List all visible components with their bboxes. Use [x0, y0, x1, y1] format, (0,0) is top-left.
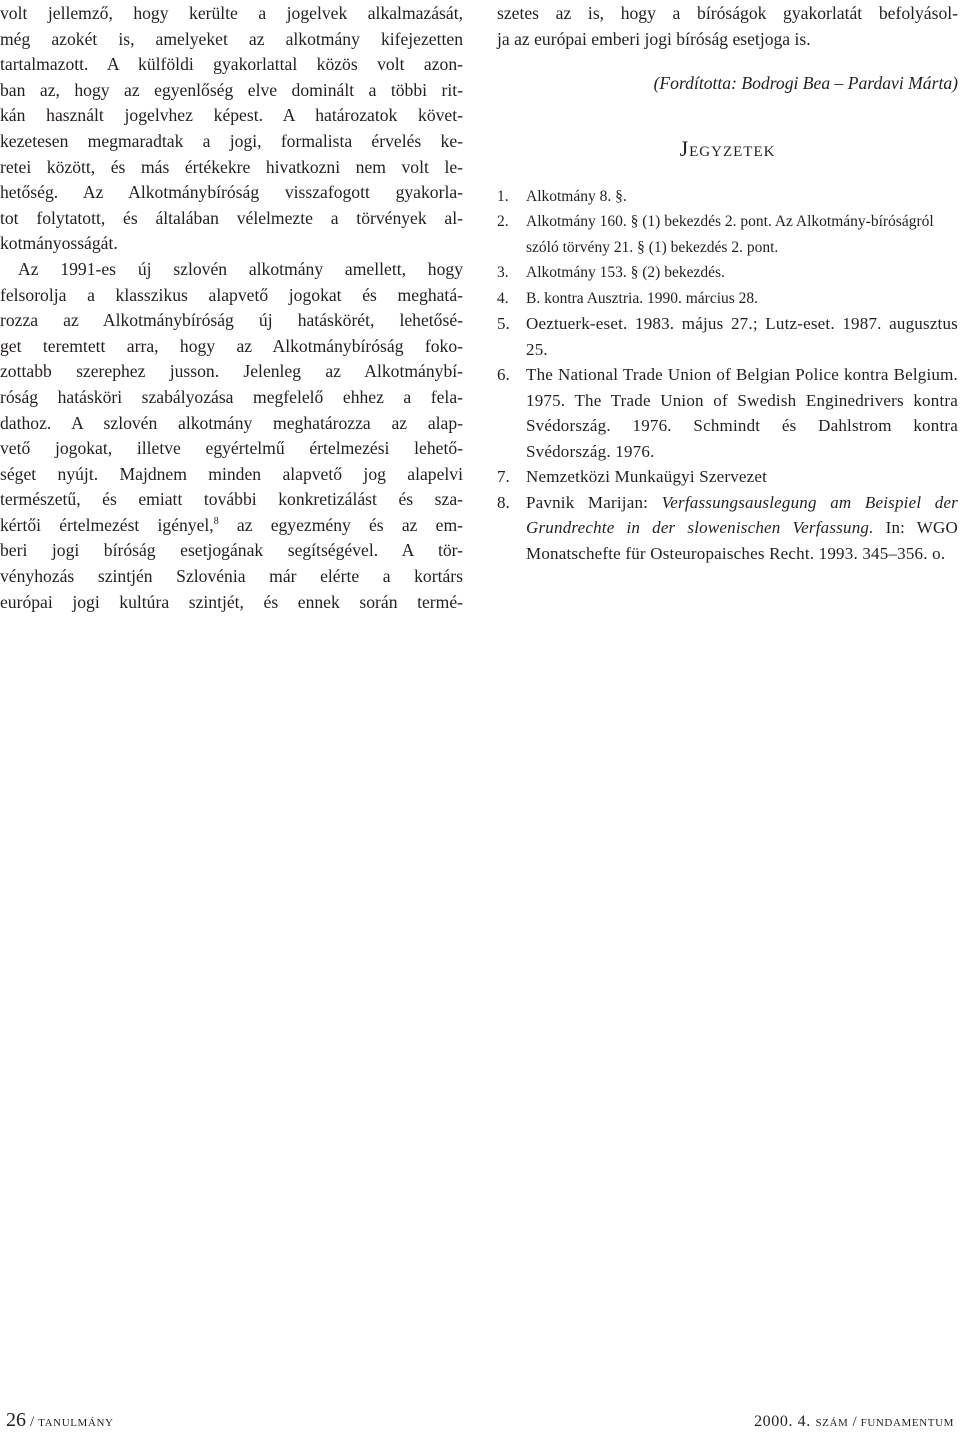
text-line: dathoz. A szlovén alkotmány meghatározza az alap-	[0, 412, 463, 433]
text-line: tartalmazott. A külföldi gyakorlattal közös volt azon-	[0, 54, 463, 75]
notes-list	[497, 184, 958, 567]
text-line-with-footnote	[0, 513, 463, 539]
section-label: tanulmány	[38, 1413, 114, 1430]
note-number: 1.	[497, 187, 509, 205]
page-number: 26	[6, 1409, 26, 1431]
text-line: vető jogokat, illetve egyértelmű értelmezési lehető-	[0, 438, 463, 459]
note-number: 5.	[497, 314, 510, 334]
note-item	[497, 209, 958, 260]
text-line: tot folytatott, és általában vélelmezte a törvények al-	[0, 207, 463, 228]
text-line: európai jogi kultúra szintjét, és ennek során termé-	[0, 591, 463, 612]
text-line: zottabb szerephez jusson. Jelenleg az Alkotmánybí-	[0, 361, 463, 382]
note-author: Pavnik Marijan:	[526, 492, 662, 512]
text-line: retei között, és más értékekre hivatkozni nem volt le-	[0, 156, 463, 177]
text-line: természetű, és emiatt további konkretizálást és sza-	[0, 489, 463, 510]
text-line: ja az európai emberi jogi bíróság esetjoga is.	[497, 28, 811, 49]
text-line: get teremtett arra, hogy az Alkotmánybíróság foko-	[0, 335, 463, 356]
note-number: 7.	[497, 467, 510, 487]
text-segment: az egyezmény és az em-	[218, 514, 463, 535]
note-text	[526, 490, 958, 567]
text-line: rozza az Alkotmánybíróság új hatáskörét, lehetősé-	[0, 310, 463, 331]
footer-right	[754, 1410, 954, 1434]
note-text: Alkotmány 153. § (2) bekezdés.	[526, 264, 725, 282]
text-line: szetes az is, hogy a bíróságok gyakorlatát befolyásol-	[497, 3, 958, 23]
note-item	[497, 464, 958, 490]
text-line: vényhozás szintjén Szlovénia már elérte a kortárs	[0, 566, 463, 587]
note-number: 8.	[497, 492, 510, 512]
footer-left	[6, 1408, 114, 1434]
text-line: róság hatásköri szabályozása megfelelő ehhez a fela-	[0, 386, 463, 407]
text-line: kezetesen megmaradtak a jogi, formalista érvelés ke-	[0, 130, 463, 151]
text-line: volt jellemző, hogy kerülte a jogelvek alkalmazását,	[0, 3, 463, 23]
text-line: hetőség. Az Alkotmánybíróság visszafogott gyakorla-	[0, 182, 463, 203]
text-segment: kértői értelmezést igényel,	[0, 514, 214, 535]
note-number: 3.	[497, 264, 509, 282]
note-text: Nemzetközi Munkaügyi Szervezet	[526, 467, 768, 487]
text-line: még azokét is, amelyeket az alkotmány kifejezetten	[0, 28, 463, 49]
note-item	[497, 311, 958, 362]
right-column	[497, 1, 958, 566]
translator-credit: (Fordította: Bodrogi Bea – Pardavi Márta)	[653, 73, 958, 94]
notes-heading: Jegyzetek	[679, 135, 776, 161]
note-item	[497, 260, 958, 286]
text-line: kotmányosságát.	[0, 233, 118, 254]
note-text: The National Trade Union of Belgian Police kontra Belgium. 1975. The Trade Union of Swedish Enginedrivers kontra Svédország. 1976. Schmindt és Dahlstrom kontra Svédország. 1976.	[526, 365, 958, 461]
page-footer	[0, 1410, 960, 1434]
note-item	[497, 490, 958, 567]
text-line: felsorolja a klasszikus alapvető jogokat és meghatá-	[0, 284, 463, 305]
note-text: Alkotmány 8. §.	[526, 187, 627, 205]
note-item	[497, 184, 958, 210]
text-line: beri jogi bíróság esetjogának segítségével. A tör-	[0, 540, 463, 561]
text-line: Az 1991-es új szlovén alkotmány amellett, hogy	[18, 258, 463, 279]
note-text: B. kontra Ausztria. 1990. március 28.	[526, 289, 759, 307]
journal-name: fundamentum	[860, 1413, 954, 1430]
note-item	[497, 286, 958, 312]
note-title: Verfassungsauslegung am Beispiel der Grundrechte in der slowenischen Verfassung.	[526, 492, 959, 538]
note-number: 4.	[497, 289, 509, 307]
note-text: Alkotmány 160. § (1) bekezdés 2. pont. Az Alkotmány-bíróságról szóló törvény 21. § (1) bekezdés 2. pont.	[526, 213, 934, 256]
note-source: In: WGO Monatschefte für Osteuropaisches Recht. 1993. 345–356. o.	[526, 518, 958, 563]
issue-label: 2000. 4. szám	[754, 1413, 849, 1430]
note-number: 2.	[497, 213, 509, 231]
text-line: kán használt jogelvhez képest. A határozatok követ-	[0, 105, 463, 126]
footnote-ref: 8	[213, 515, 219, 527]
note-text: Oeztuerk-eset. 1983. május 27.; Lutz-eset. 1987. augusztus 25.	[526, 314, 958, 359]
text-line: ban az, hogy az egyenlőség elve dominált a többi rit-	[0, 79, 463, 100]
left-column	[0, 1, 463, 615]
note-item	[497, 362, 958, 464]
note-number: 6.	[497, 365, 510, 385]
footer-separator: /	[852, 1414, 857, 1430]
text-line: séget nyújt. Majdnem minden alapvető jog alapelvi	[0, 463, 463, 484]
footer-separator: /	[30, 1414, 35, 1430]
